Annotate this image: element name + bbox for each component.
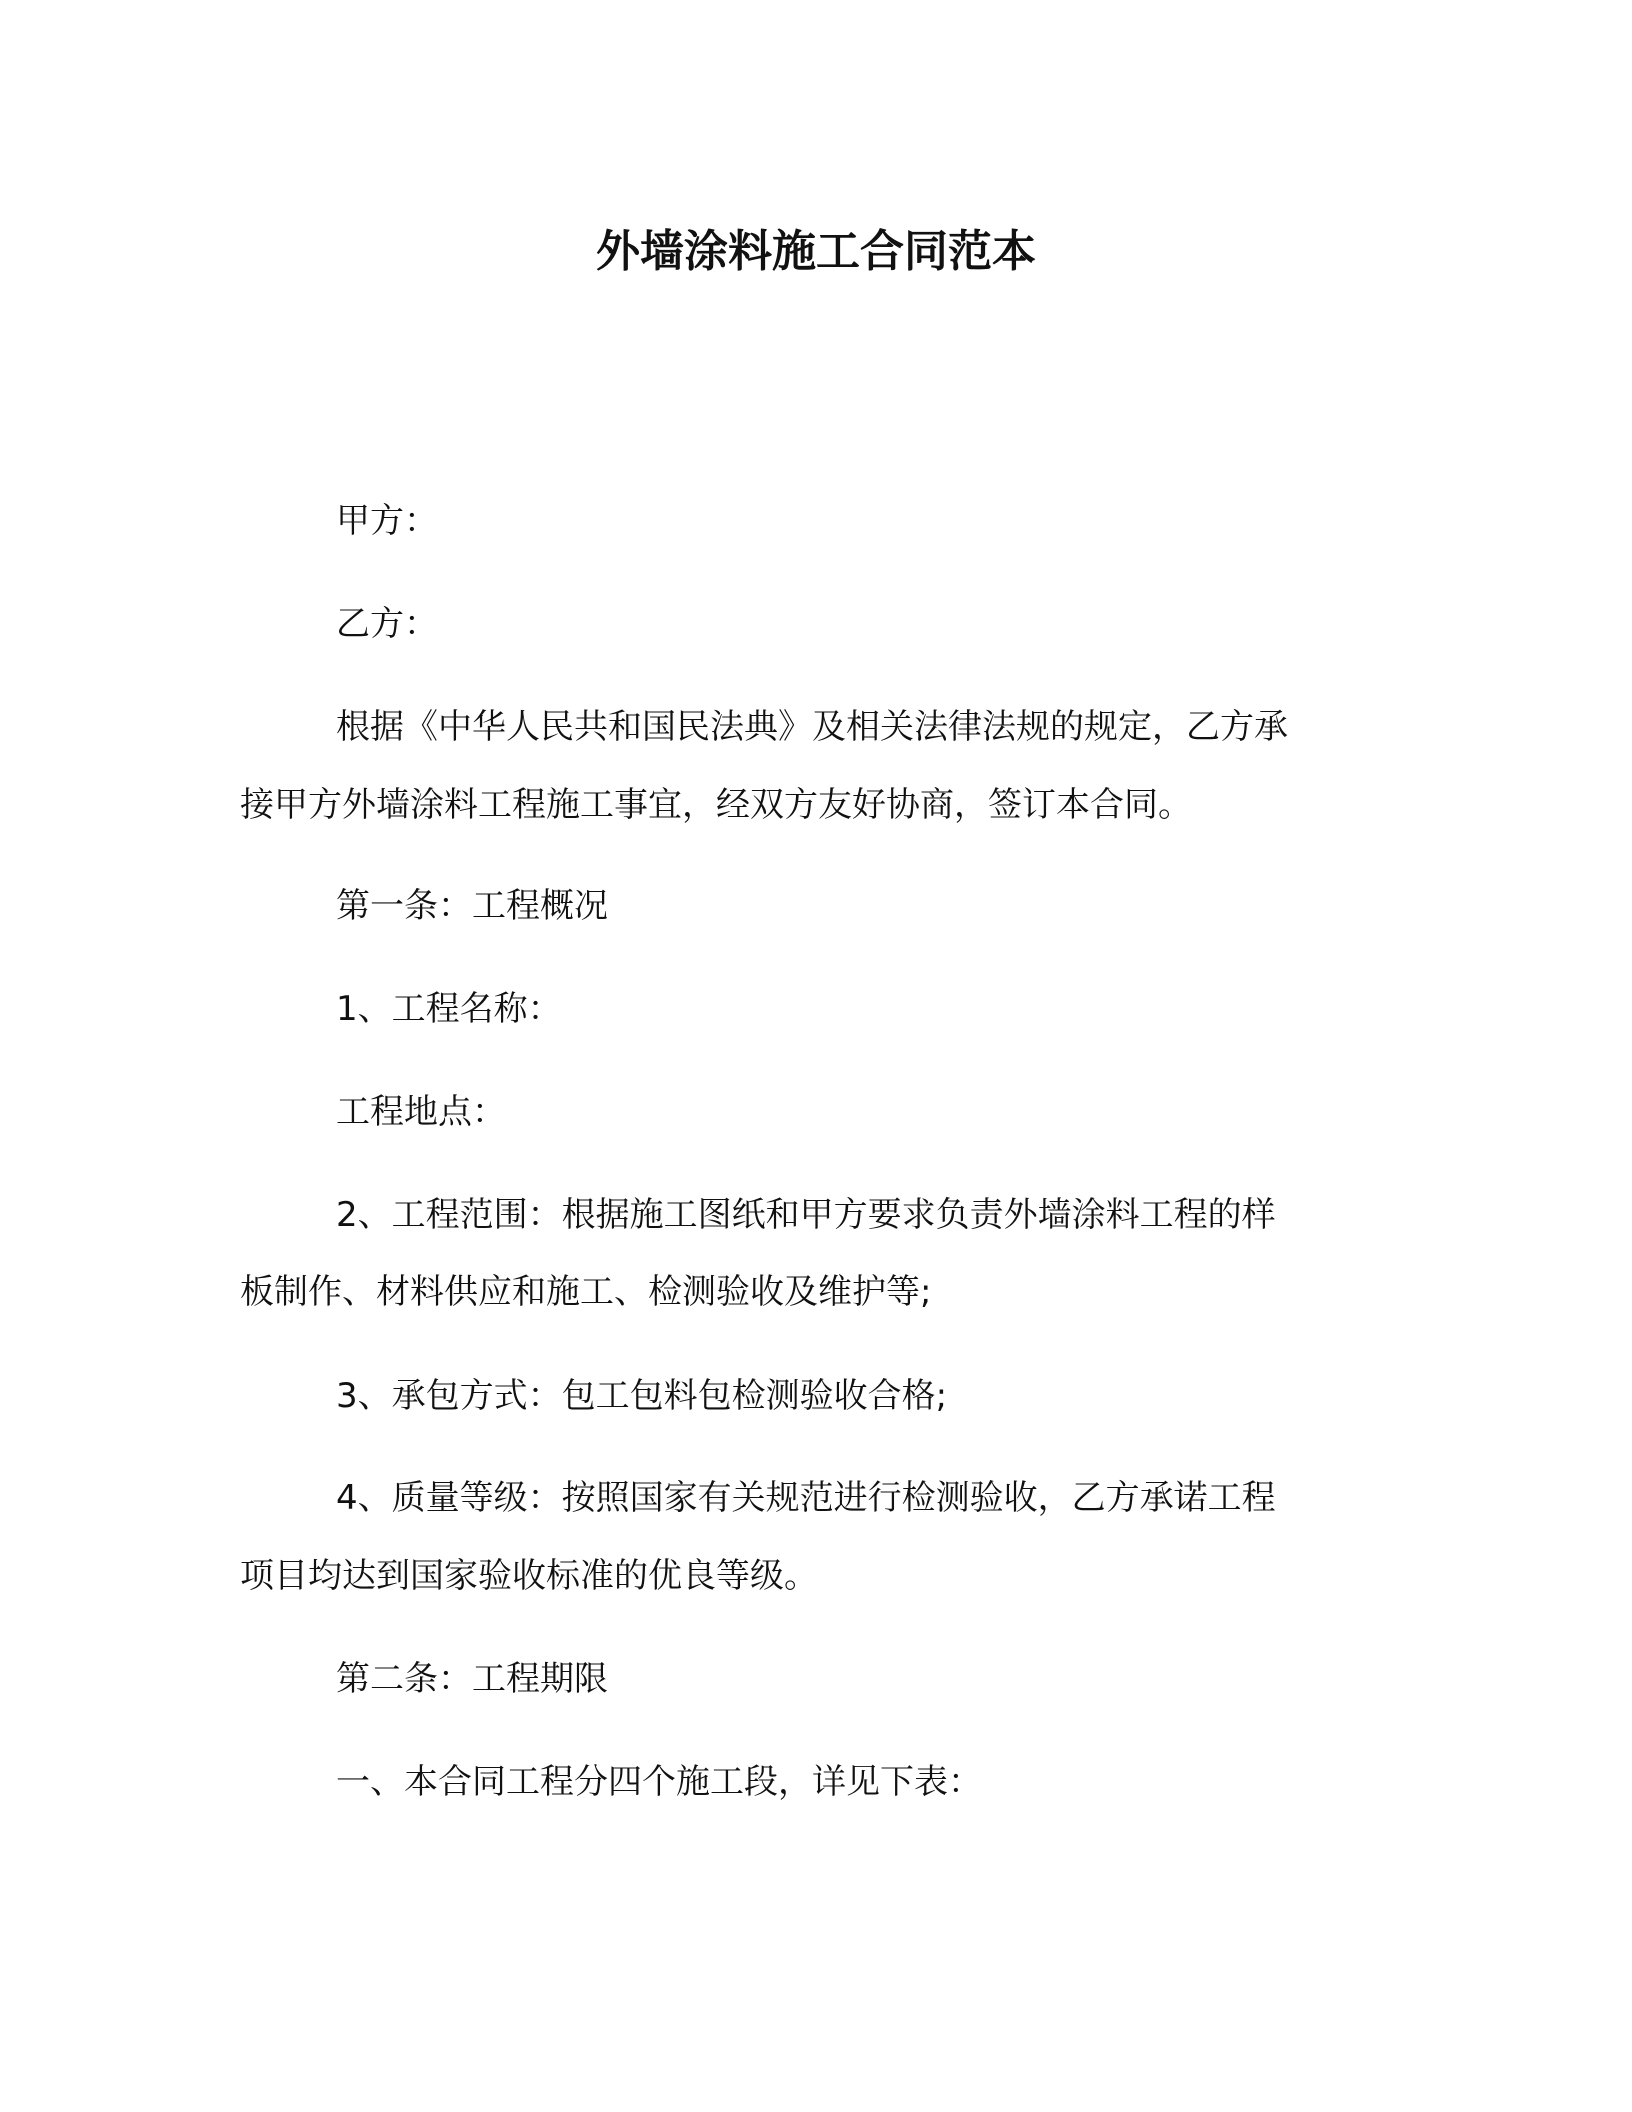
document-title: 外墙涂料施工合同范本	[596, 226, 1036, 277]
project-location-line: 工程地点：	[336, 1092, 506, 1132]
quality-level-line-1: 4、质量等级：按照国家有关规范进行检测验收，乙方承诺工程	[336, 1478, 1276, 1518]
project-scope-line-2: 板制作、材料供应和施工、检测验收及维护等;	[240, 1272, 932, 1312]
preamble-line-2: 接甲方外墙涂料工程施工事宜，经双方友好协商，签订本合同。	[240, 785, 1192, 825]
contract-method-line: 3、承包方式：包工包料包检测验收合格;	[336, 1376, 948, 1416]
party-b-line: 乙方：	[336, 604, 438, 644]
quality-level-line-2: 项目均达到国家验收标准的优良等级。	[240, 1556, 818, 1596]
project-scope-line-1: 2、工程范围：根据施工图纸和甲方要求负责外墙涂料工程的样	[336, 1195, 1276, 1235]
article-two-heading: 第二条：工程期限	[336, 1659, 608, 1699]
article-one-heading: 第一条：工程概况	[336, 886, 608, 926]
project-name-line: 1、工程名称：	[336, 989, 562, 1029]
preamble-line-1: 根据《中华人民共和国民法典》及相关法律法规的规定，乙方承	[336, 707, 1288, 747]
construction-sections-line: 一、本合同工程分四个施工段，详见下表：	[336, 1762, 982, 1802]
party-a-line: 甲方：	[336, 501, 438, 541]
